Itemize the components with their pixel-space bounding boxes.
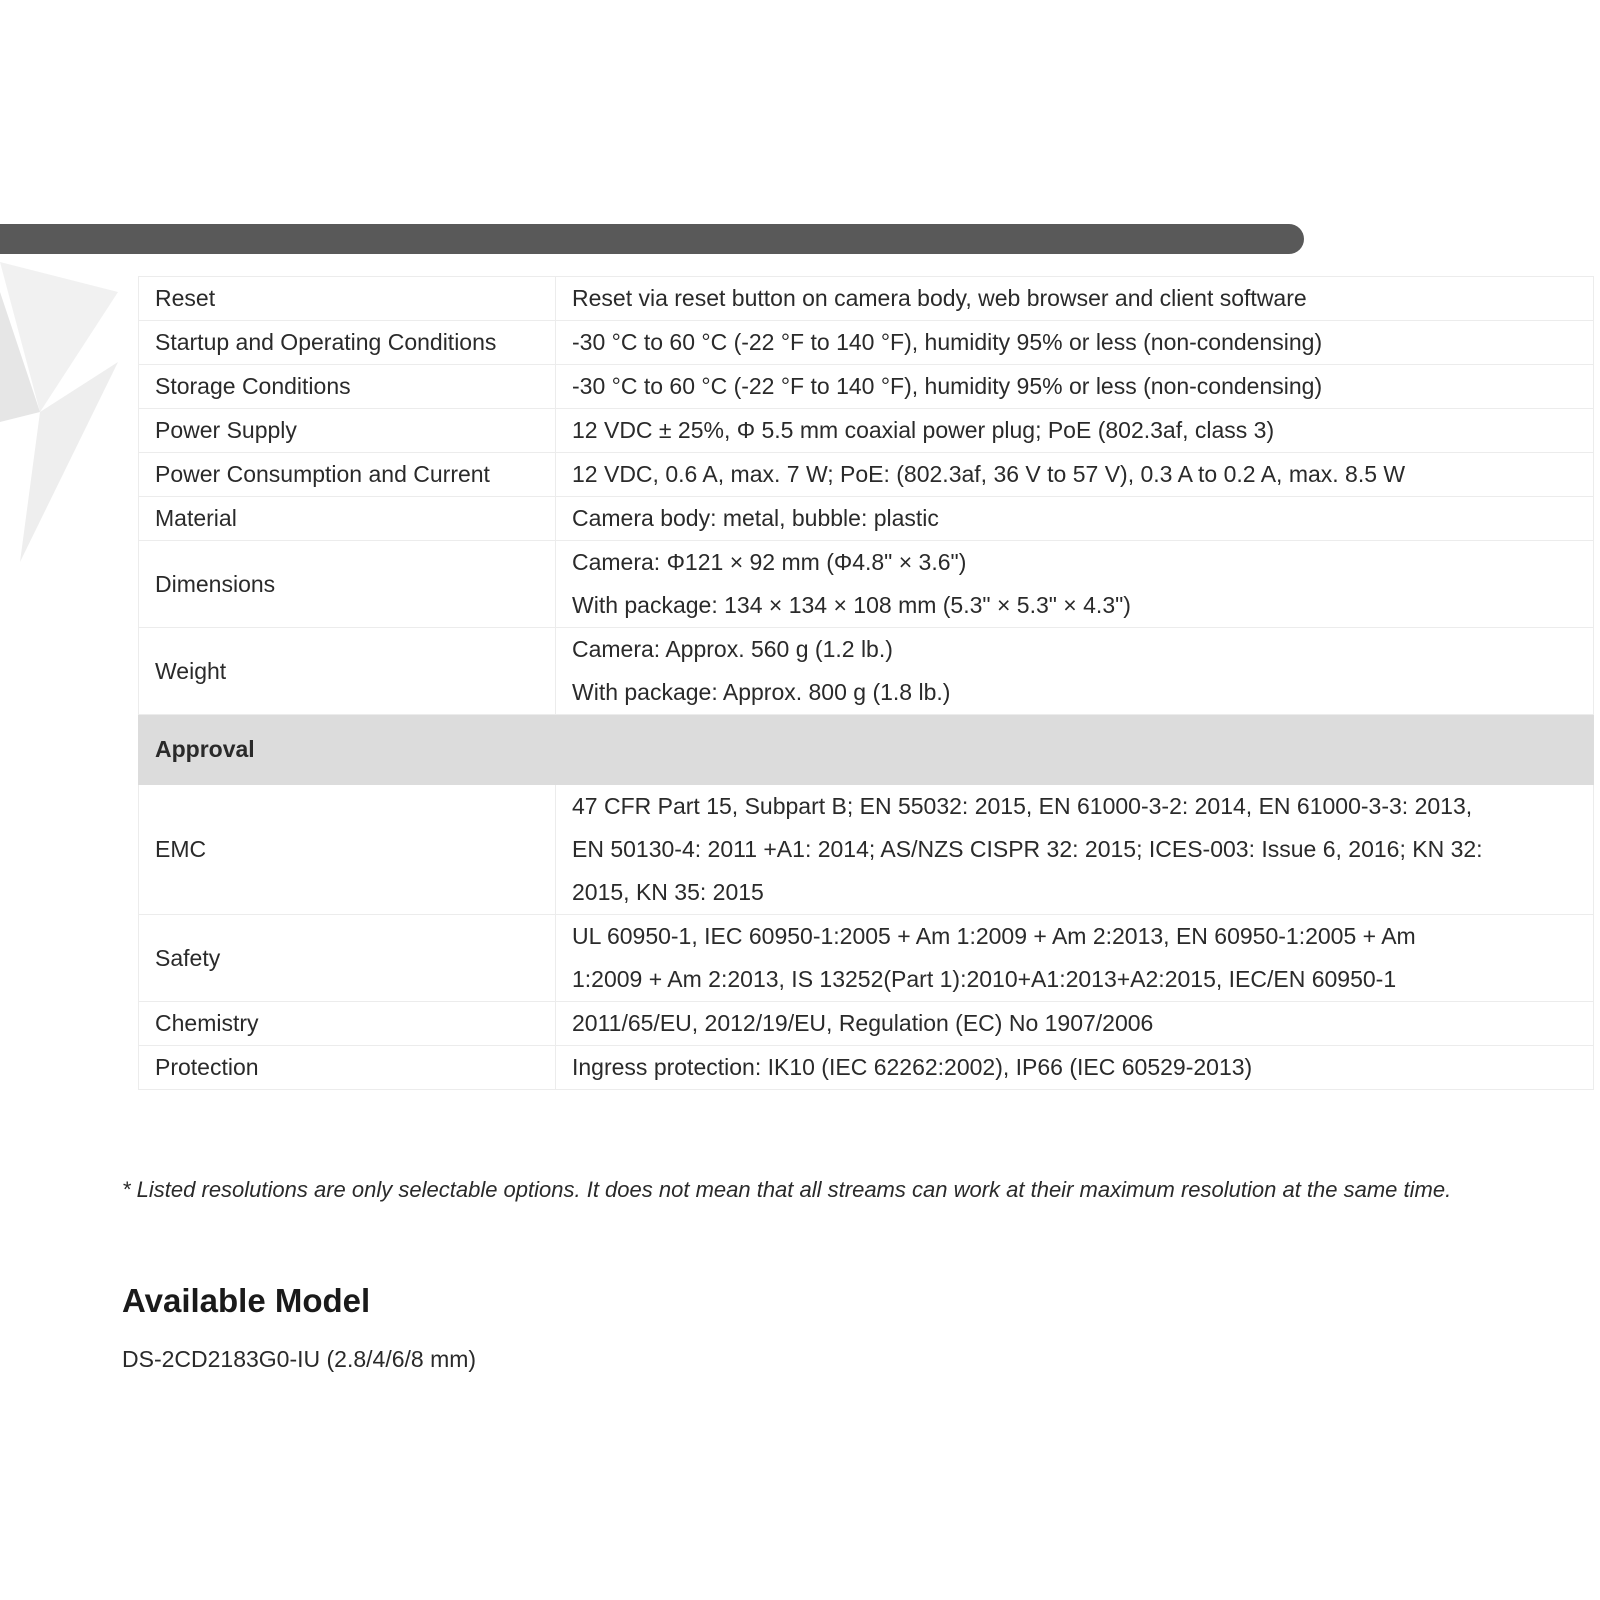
spec-value-line: Camera body: metal, bubble: plastic [572,505,939,531]
spec-label: Weight [139,628,556,715]
spec-value-line: Reset via reset button on camera body, web browser and client software [572,285,1307,311]
spec-value [556,321,1594,365]
spec-label: Dimensions [139,541,556,628]
spec-value [556,453,1594,497]
spec-value-line: 12 VDC, 0.6 A, max. 7 W; PoE: (802.3af, 36 V to 57 V), 0.3 A to 0.2 A, max. 8.5 W [572,461,1406,487]
spec-value [556,628,1594,715]
spec-label: EMC [139,785,556,915]
available-model-item: DS-2CD2183G0-IU (2.8/4/6/8 mm) [122,1346,477,1372]
spec-value [556,915,1594,1002]
spec-row [139,1046,1594,1090]
spec-label: Startup and Operating Conditions [139,321,556,365]
spec-value [556,277,1594,321]
spec-row [139,915,1594,1002]
spec-value-line: 47 CFR Part 15, Subpart B; EN 55032: 2015, EN 61000-3-2: 2014, EN 61000-3-3: 2013, [572,793,1473,819]
spec-label: Material [139,497,556,541]
spec-label: Safety [139,915,556,1002]
spec-label: Storage Conditions [139,365,556,409]
spec-value-line: With package: 134 × 134 × 108 mm (5.3" × 5.3" × 4.3") [572,592,1131,618]
spec-row [139,1002,1594,1046]
spec-label: Power Supply [139,409,556,453]
spec-value-line: -30 °C to 60 °C (-22 °F to 140 °F), humidity 95% or less (non-condensing) [572,373,1323,399]
spec-table-body [139,277,1594,1090]
spec-label: Reset [139,277,556,321]
spec-value-line: Camera: Approx. 560 g (1.2 lb.) [572,636,893,662]
spec-row [139,277,1594,321]
footnote: * Listed resolutions are only selectable options. It does not mean that all streams can work at their maximum resolution at the same time. [122,1177,1452,1202]
watermark-graphic [0,262,130,582]
spec-value [556,497,1594,541]
spec-label: Power Consumption and Current [139,453,556,497]
available-model-heading: Available Model [122,1282,371,1319]
spec-row [139,785,1594,915]
spec-row [139,628,1594,715]
header-bar [0,224,1304,254]
spec-value-line: 1:2009 + Am 2:2013, IS 13252(Part 1):2010+A1:2013+A2:2015, IEC/EN 60950-1 [572,966,1397,992]
spec-value-line: -30 °C to 60 °C (-22 °F to 140 °F), humidity 95% or less (non-condensing) [572,329,1323,355]
spec-label: Protection [139,1046,556,1090]
spec-row [139,409,1594,453]
spec-value [556,365,1594,409]
spec-value-line: 12 VDC ± 25%, Φ 5.5 mm coaxial power plug; PoE (802.3af, class 3) [572,417,1275,443]
spec-table [138,276,1594,1090]
spec-value-line: Ingress protection: IK10 (IEC 62262:2002), IP66 (IEC 60529-2013) [572,1054,1253,1080]
spec-value [556,1002,1594,1046]
spec-value-line: Camera: Φ121 × 92 mm (Φ4.8" × 3.6") [572,549,967,575]
spec-value-line: With package: Approx. 800 g (1.8 lb.) [572,679,951,705]
spec-row [139,497,1594,541]
section-heading-approval: Approval [139,715,1594,785]
spec-row [139,321,1594,365]
spec-value [556,1046,1594,1090]
spec-row [139,453,1594,497]
spec-row [139,365,1594,409]
section-header-row [139,715,1594,785]
spec-row [139,541,1594,628]
spec-value-line: 2015, KN 35: 2015 [572,879,764,905]
spec-value-line: EN 50130-4: 2011 +A1: 2014; AS/NZS CISPR 32: 2015; ICES-003: Issue 6, 2016; KN 32: [572,836,1483,862]
spec-label: Chemistry [139,1002,556,1046]
spec-value-line: UL 60950-1, IEC 60950-1:2005 + Am 1:2009 + Am 2:2013, EN 60950-1:2005 + Am [572,923,1416,949]
spec-value-line: 2011/65/EU, 2012/19/EU, Regulation (EC) No 1907/2006 [572,1010,1154,1036]
spec-value [556,785,1594,915]
spec-value [556,541,1594,628]
spec-value [556,409,1594,453]
